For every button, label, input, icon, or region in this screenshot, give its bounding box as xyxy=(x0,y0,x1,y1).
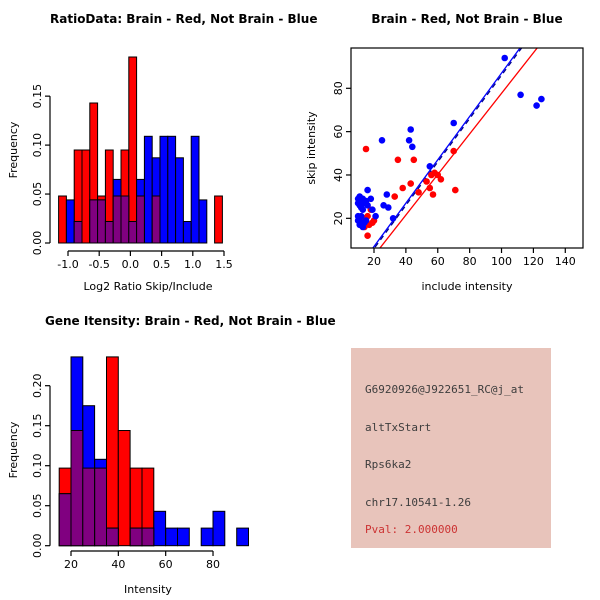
annotation-box xyxy=(351,348,551,548)
plot-box xyxy=(351,48,583,248)
panel-info xyxy=(300,300,600,600)
x-axis xyxy=(367,248,576,268)
scatter-ylabel: skip intensity xyxy=(305,111,318,185)
gene-histogram-ylabel: Frequency xyxy=(7,421,20,479)
x-tick-label: -1.0 xyxy=(57,258,79,271)
fit-notbrain xyxy=(363,41,526,262)
event-type-text: altTxStart xyxy=(365,421,432,434)
panel-gene-histogram xyxy=(0,300,336,600)
scatter-title: Brain - Red, Not Brain - Blue xyxy=(371,12,563,26)
x-tick-label: 120 xyxy=(522,255,544,268)
y-tick-label: 20 xyxy=(332,211,345,226)
x-tick-label: -0.5 xyxy=(88,258,110,271)
x-tick-label: 20 xyxy=(64,558,78,571)
x-tick-label: 0.5 xyxy=(152,258,171,271)
y-tick-label: 0.20 xyxy=(31,373,44,398)
y-tick-label: 0.15 xyxy=(31,413,44,438)
x-tick-label: 60 xyxy=(430,255,445,268)
x-tick-label: 60 xyxy=(158,558,173,571)
panel-intensity-scatter xyxy=(300,0,600,300)
y-tick-label: 40 xyxy=(332,167,345,182)
y-axis xyxy=(31,84,50,255)
gene-symbol-text: Rps6ka2 xyxy=(365,458,412,471)
x-tick-label: 40 xyxy=(111,558,126,571)
location-text: chr17.10541-1.26 xyxy=(365,496,471,509)
ratio-histogram-title: RatioData: Brain - Red, Not Brain - Blue xyxy=(50,12,318,26)
x-tick-label: 140 xyxy=(554,255,576,268)
x-axis xyxy=(64,551,220,571)
y-tick-label: 0.10 xyxy=(31,453,44,478)
y-tick-label: 0.15 xyxy=(31,83,44,109)
y-tick-label: 0.05 xyxy=(31,181,44,207)
ratio-histogram-xlabel: Log2 Ratio Skip/Include xyxy=(83,280,213,293)
y-tick-label: 0.05 xyxy=(31,493,44,518)
x-tick-label: 80 xyxy=(206,558,221,571)
gene-histogram-title: Gene Itensity: Brain - Red, Not Brain - Blue xyxy=(45,314,336,328)
x-tick-label: 20 xyxy=(367,255,381,268)
y-tick-label: 60 xyxy=(332,124,345,139)
scatter-xlabel: include intensity xyxy=(421,280,513,293)
y-axis xyxy=(31,373,50,558)
x-tick-label: 0.0 xyxy=(121,258,140,271)
y-tick-label: 0.00 xyxy=(31,533,44,558)
y-tick-label: 0.00 xyxy=(31,230,44,256)
scatter-points-red xyxy=(360,146,459,239)
x-axis xyxy=(57,251,232,271)
pval-text: Pval: 2.000000 xyxy=(365,523,458,536)
y-axis xyxy=(332,81,351,225)
y-tick-label: 80 xyxy=(332,81,345,96)
x-tick-label: 80 xyxy=(462,255,477,268)
scatter-plot xyxy=(300,0,600,300)
x-tick-label: 1.0 xyxy=(184,258,202,271)
y-tick-label: 0.10 xyxy=(31,132,44,158)
gene-histogram-plot xyxy=(0,300,336,600)
identity-dashed xyxy=(364,41,527,262)
ratio-histogram-ylabel: Frequency xyxy=(7,121,20,179)
probeset-id-text: G6920926@J922651_RC@j_at xyxy=(365,383,524,396)
x-tick-label: 1.5 xyxy=(215,258,233,271)
x-tick-label: 40 xyxy=(398,255,413,268)
x-tick-label: 100 xyxy=(491,255,513,268)
gene-histogram-xlabel: Intensity xyxy=(124,583,172,596)
